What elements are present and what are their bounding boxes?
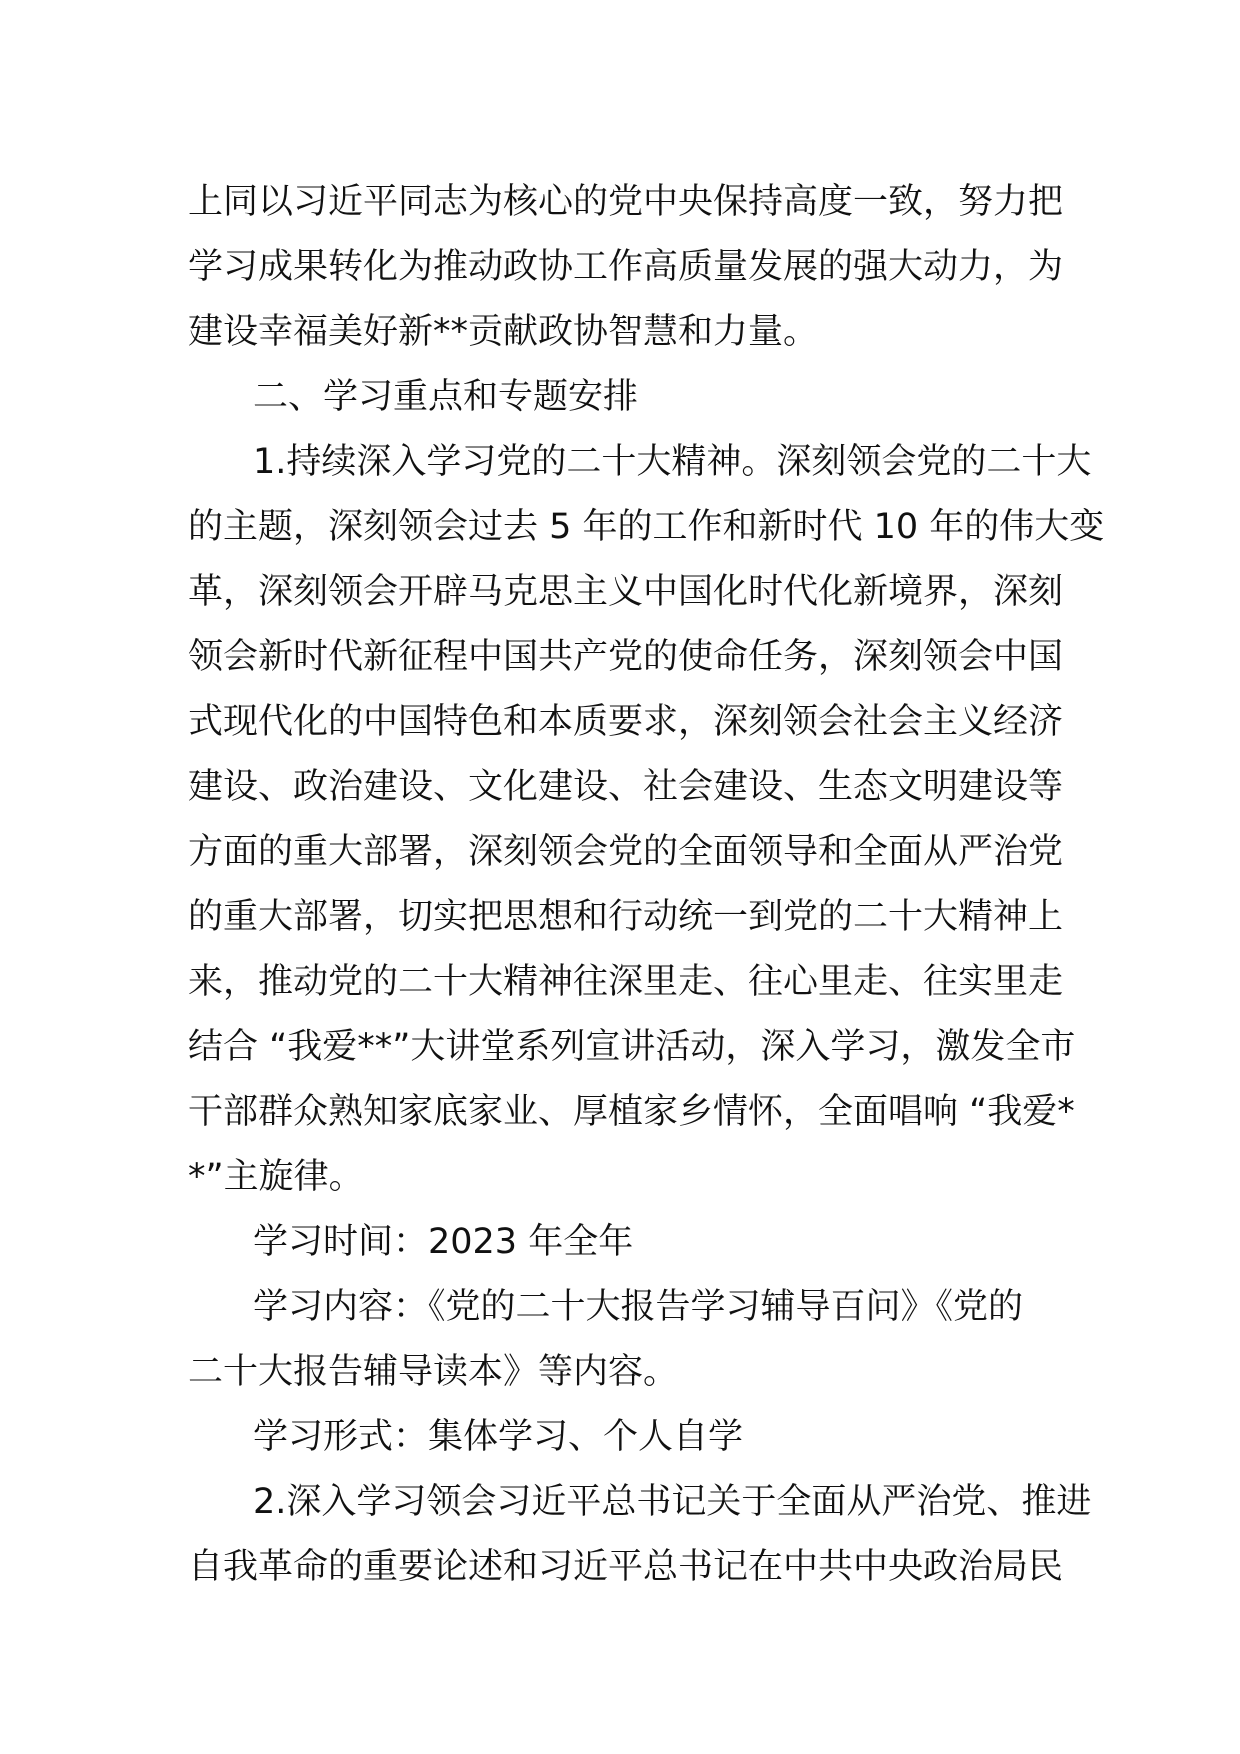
text-line-1: 上同以习近平同志为核心的党中央保持高度一致，努力把 bbox=[188, 182, 1064, 222]
text-line-8: 领会新时代新征程中国共产党的使命任务，深刻领会中国 bbox=[188, 637, 1064, 677]
study-format-line: 学习形式：集体学习、个人自学 bbox=[253, 1417, 744, 1457]
text-line-13: 来，推动党的二十大精神往深里走、往心里走、往实里走 bbox=[188, 962, 1064, 1002]
text-line-9: 式现代化的中国特色和本质要求，深刻领会社会主义经济 bbox=[188, 702, 1064, 742]
text-line-15: 干部群众熟知家底家业、厚植家乡情怀，全面唱响 “我爱* bbox=[188, 1092, 1075, 1132]
text-line-7: 革，深刻领会开辟马克思主义中国化时代化新境界，深刻 bbox=[188, 572, 1064, 612]
text-line-11: 方面的重大部署，深刻领会党的全面领导和全面从严治党 bbox=[188, 832, 1064, 872]
study-time-line: 学习时间：2023 年全年 bbox=[253, 1222, 634, 1262]
text-line-14: 结合 “我爱**”大讲堂系列宣讲活动，深入学习，激发全市 bbox=[188, 1027, 1076, 1067]
text-line-2: 学习成果转化为推动政协工作高质量发展的强大动力，为 bbox=[188, 247, 1064, 287]
item-2-heading-line: 2.深入学习领会习近平总书记关于全面从严治党、推进 bbox=[253, 1482, 1092, 1522]
section-heading: 二、学习重点和专题安排 bbox=[253, 377, 639, 417]
item-1-heading-line: 1.持续深入学习党的二十大精神。深刻领会党的二十大 bbox=[253, 442, 1092, 482]
text-line-16: *”主旋律。 bbox=[188, 1157, 364, 1197]
text-line-22: 自我革命的重要论述和习近平总书记在中共中央政治局民 bbox=[188, 1547, 1064, 1587]
study-content-continuation: 二十大报告辅导读本》等内容。 bbox=[188, 1352, 679, 1392]
text-line-10: 建设、政治建设、文化建设、社会建设、生态文明建设等 bbox=[188, 767, 1064, 807]
text-line-6: 的主题，深刻领会过去 5 年的工作和新时代 10 年的伟大变 bbox=[188, 507, 1105, 547]
text-line-3: 建设幸福美好新**贡献政协智慧和力量。 bbox=[188, 312, 819, 352]
body-text bbox=[188, 170, 1105, 1600]
text-line-12: 的重大部署，切实把思想和行动统一到党的二十大精神上 bbox=[188, 897, 1064, 937]
study-content-line: 学习内容：《党的二十大报告学习辅导百问》《党的 bbox=[253, 1287, 1024, 1327]
